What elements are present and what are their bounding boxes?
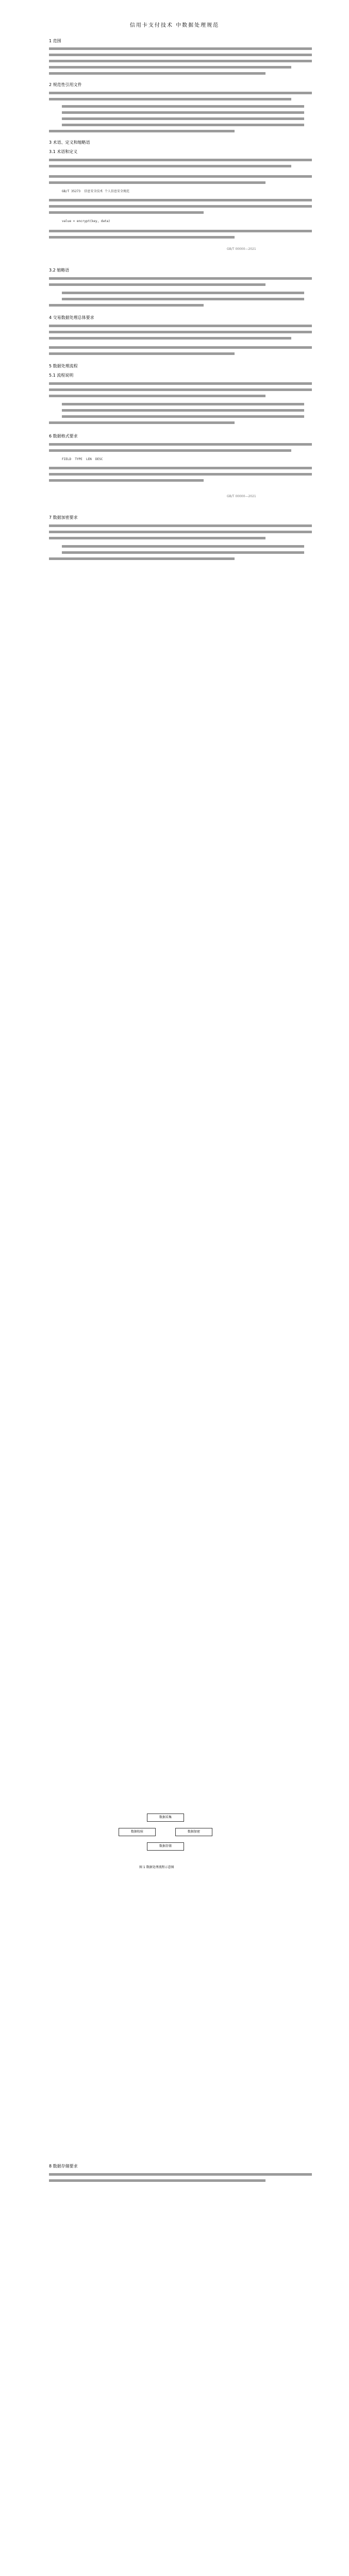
text-line xyxy=(49,175,312,178)
document-title: 信用卡支付技术 中数据处理规范 xyxy=(129,23,220,28)
diagram-box: 数据采集 xyxy=(147,1814,184,1822)
text-line xyxy=(62,415,304,418)
code-snippet: FIELD TYPE LEN DESC xyxy=(62,457,103,461)
page-footer: GB/T 00000—2021 xyxy=(227,495,256,498)
text-line xyxy=(62,105,304,108)
text-line xyxy=(49,165,291,167)
text-line xyxy=(49,449,291,452)
text-line xyxy=(62,292,304,294)
text-line xyxy=(49,159,312,161)
text-line xyxy=(49,205,312,208)
code-snippet: GB/T 35273 信息安全技术 个人信息安全规范 xyxy=(62,190,129,193)
text-line xyxy=(49,181,265,184)
text-line xyxy=(49,473,312,476)
figure-caption: 图 1 数据处理流程示意图 xyxy=(139,1866,174,1869)
text-line xyxy=(62,117,304,120)
text-line xyxy=(49,283,265,286)
section-heading-1: 1 范围 xyxy=(49,39,61,43)
section-heading-2: 2 规范性引用文件 xyxy=(49,82,82,87)
text-line xyxy=(49,421,235,424)
page-footer: GB/T 00000—2021 xyxy=(227,247,256,251)
text-line xyxy=(49,2179,265,2182)
text-line xyxy=(49,331,312,333)
text-line xyxy=(49,98,291,100)
section-heading-8: 8 数据存储要求 xyxy=(49,2164,78,2168)
text-line xyxy=(49,352,235,355)
diagram-box: 数据存储 xyxy=(147,1842,184,1851)
section-heading-5: 5 数据处理流程 xyxy=(49,364,78,368)
section-heading-5-1: 5.1 流程说明 xyxy=(49,373,74,378)
text-line xyxy=(49,304,204,307)
text-line xyxy=(49,395,265,397)
diagram-box: 数据校验 xyxy=(119,1828,156,1836)
section-heading-6: 6 数据格式要求 xyxy=(49,434,78,438)
text-line xyxy=(62,409,304,412)
text-line xyxy=(49,2173,312,2176)
section-heading-3-1: 3.1 术语和定义 xyxy=(49,149,78,154)
text-line xyxy=(49,130,235,132)
text-line xyxy=(49,346,312,349)
text-line xyxy=(49,531,312,533)
text-line xyxy=(49,537,265,539)
text-line xyxy=(49,54,312,56)
text-line xyxy=(49,66,291,69)
text-line xyxy=(49,557,235,560)
text-line xyxy=(49,277,312,280)
text-line xyxy=(62,124,304,126)
process-diagram xyxy=(119,1814,211,1860)
diagram-box: 数据加密 xyxy=(175,1828,212,1836)
text-line xyxy=(49,467,312,469)
text-line xyxy=(49,479,204,482)
text-line xyxy=(49,72,265,75)
section-heading-7: 7 数据加密要求 xyxy=(49,515,78,520)
text-line xyxy=(62,298,304,300)
text-line xyxy=(49,382,312,385)
text-line xyxy=(49,337,291,340)
text-line xyxy=(49,230,312,232)
section-heading-3: 3 术语、定义和缩略语 xyxy=(49,140,90,145)
section-heading-4: 4 交易数据处理总体要求 xyxy=(49,315,94,320)
section-heading-3-2: 3.2 缩略语 xyxy=(49,268,70,273)
text-line xyxy=(62,551,304,554)
text-line xyxy=(62,403,304,405)
text-line xyxy=(49,236,235,239)
text-line xyxy=(62,545,304,548)
text-line xyxy=(49,325,312,327)
text-line xyxy=(62,111,304,114)
text-line xyxy=(49,388,312,391)
text-line xyxy=(49,47,312,50)
text-line xyxy=(49,199,312,201)
text-line xyxy=(49,92,312,94)
text-line xyxy=(49,443,312,446)
code-snippet: value = encrypt(key, data) xyxy=(62,219,110,223)
text-line xyxy=(49,60,312,62)
text-line xyxy=(49,211,204,214)
text-line xyxy=(49,524,312,527)
